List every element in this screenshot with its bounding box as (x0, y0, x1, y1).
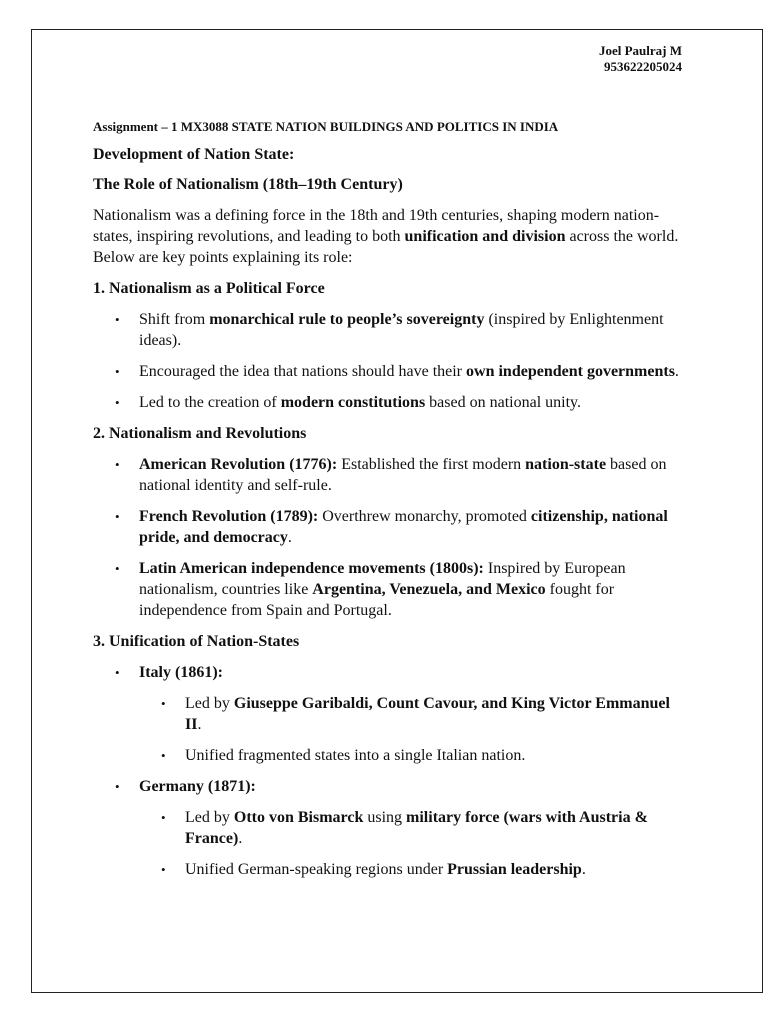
germany-label: Germany (1871): (139, 778, 256, 795)
intro-text-1: Nationalism was a defining force in the 18th and 19th centuries, shaping modern nation-states, inspiring revolutions, and leading to both (93, 207, 660, 245)
assignment-title: Assignment – 1 MX3088 STATE NATION BUILDINGS AND POLITICS IN INDIA (93, 119, 559, 134)
author-name: Joel Paulraj M (598, 43, 682, 58)
list-item: • Led by Otto von Bismarck using military force (wars with Austria & France). (139, 807, 683, 849)
section1-title: 1. Nationalism as a Political Force (93, 280, 325, 297)
heading-nation-state: Development of Nation State: (93, 146, 295, 163)
list-item: • Unified fragmented states into a single Italian nation. (139, 745, 683, 766)
document-body (93, 118, 683, 890)
list-item-italy (93, 662, 683, 766)
italy-sublist (139, 693, 683, 766)
list-item: • Led to the creation of modern constitutions based on national unity. (93, 392, 683, 413)
list-item-germany (93, 776, 683, 880)
intro-paragraph (93, 205, 683, 268)
list-item: • French Revolution (1789): Overthrew monarchy, promoted citizenship, national pride, and democracy. (93, 506, 683, 548)
section1-list (93, 309, 683, 413)
author-id: 953622205024 (604, 59, 682, 74)
italy-label: Italy (1861): (139, 664, 223, 681)
section2-title: 2. Nationalism and Revolutions (93, 425, 307, 442)
section2-list (93, 454, 683, 621)
intro-text-2: across the world. Below are key points explaining its role: (93, 228, 679, 266)
list-item: • Led by Giuseppe Garibaldi, Count Cavour, and King Victor Emmanuel II. (139, 693, 683, 735)
section3-list (93, 662, 683, 880)
list-item: • American Revolution (1776): Established the first modern nation-state based on national identity and self-rule. (93, 454, 683, 496)
list-item: • Shift from monarchical rule to people’s sovereignty (inspired by Enlightenment ideas). (93, 309, 683, 351)
germany-sublist (139, 807, 683, 880)
heading-role-of-nationalism: The Role of Nationalism (18th–19th Century) (93, 176, 403, 193)
intro-bold-1: unification and division (404, 228, 566, 245)
list-item: • Unified German-speaking regions under Prussian leadership. (139, 859, 683, 880)
author-block (599, 43, 682, 75)
list-item: • Encouraged the idea that nations should have their own independent governments. (93, 361, 683, 382)
section3-title: 3. Unification of Nation-States (93, 633, 300, 650)
list-item: • Latin American independence movements (1800s): Inspired by European nationalism, countries like Argentina, Venezuela, and Mexico fought for independence from Spain and Portugal. (93, 558, 683, 621)
